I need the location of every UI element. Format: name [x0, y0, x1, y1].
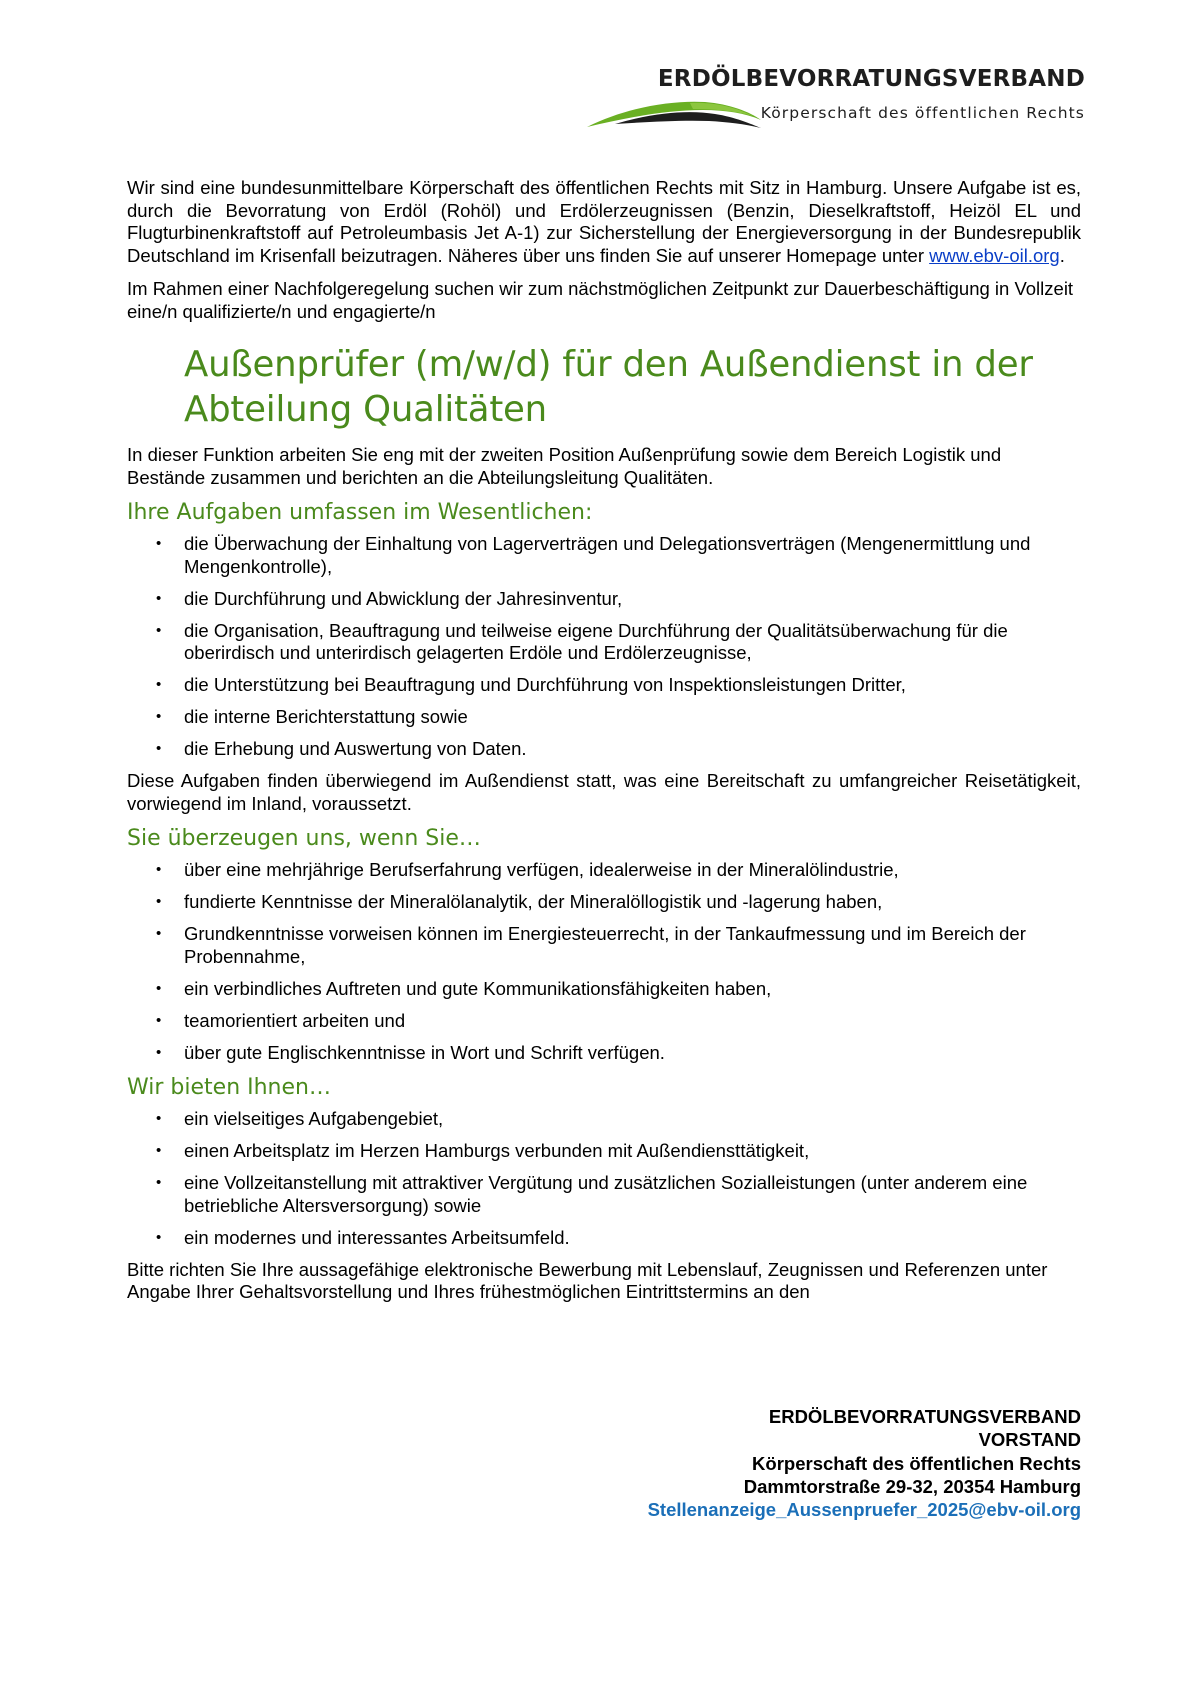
profile-heading: Sie überzeugen uns, wenn Sie…	[127, 826, 481, 851]
signature-type: Körperschaft des öffentlichen Rechts	[752, 1452, 1081, 1474]
signature-block	[648, 1405, 1081, 1521]
bullet-icon: •	[156, 535, 162, 552]
main-content	[127, 177, 1081, 1304]
logo-subtitle: Körperschaft des öffentlichen Rechts	[760, 104, 1085, 122]
application-email-link[interactable]: Stellenanzeige_Aussenpruefer_2025@ebv-oil.org	[647, 1499, 1081, 1521]
list-item: • über eine mehrjährige Berufserfahrung verfügen, idealerweise in der Mineralölindustrie,	[156, 859, 899, 880]
list-item: • die Organisation, Beauftragung und teilweise eigene Durchführung der Qualitätsüberwachung für die oberirdisch und unterirdisch gelagerten Erdöle und Erdölerzeugnisse,	[156, 619, 1008, 663]
list-item: • teamorientiert arbeiten und	[156, 1009, 406, 1031]
tasks-heading: Ihre Aufgaben umfassen im Wesentlichen:	[127, 500, 593, 525]
bullet-icon: •	[156, 589, 162, 607]
list-item: • ein vielseitiges Aufgabengebiet,	[156, 1108, 444, 1129]
list-item: • eine Vollzeitanstellung mit attraktiver Vergütung und zusätzlichen Sozialleistungen (unter anderem eine betriebliche Altersversorgung) sowie	[156, 1172, 1028, 1216]
list-item: • Grundkenntnisse vorweisen können im Energiesteuerrecht, in der Tankaufmessung und im Bereich der Probennahme,	[156, 923, 1026, 967]
list-item: • die Unterstützung bei Beauftragung und Durchführung von Inspektionsleistungen Dritter,	[156, 674, 906, 695]
list-item: • einen Arbeitsplatz im Herzen Hamburgs verbunden mit Außendiensttätigkeit,	[156, 1140, 810, 1161]
offer-heading: Wir bieten Ihnen…	[127, 1075, 331, 1100]
bullet-icon: •	[156, 708, 162, 725]
travel-note: Diese Aufgaben finden überwiegend im Außendienst statt, was eine Bereitschaft zu umfangreicher Reisetätigkeit, vorwiegend im Inland, voraussetzt.	[127, 770, 1081, 814]
offer-list	[127, 1108, 1081, 1249]
list-item: • die Erhebung und Auswertung von Daten.	[156, 738, 527, 759]
logo-org-name: ERDÖLBEVORRATUNGSVERBAND	[657, 66, 1085, 92]
list-item: • ein modernes und interessantes Arbeitsumfeld.	[156, 1226, 570, 1248]
search-paragraph: Im Rahmen einer Nachfolgeregelung suchen wir zum nächstmöglichen Zeitpunkt zur Dauerbeschäftigung in Vollzeit eine/n qualifizierte/n und engagierte/n	[127, 278, 1074, 322]
list-item: • über gute Englischkenntnisse in Wort und Schrift verfügen.	[156, 1041, 665, 1063]
profile-list	[127, 859, 1081, 1064]
bullet-icon: •	[156, 925, 162, 942]
list-item: • ein verbindliches Auftreten und gute Kommunikationsfähigkeiten haben,	[156, 977, 772, 999]
function-paragraph: In dieser Funktion arbeiten Sie eng mit der zweiten Position Außenprüfung sowie dem Bereich Logistik und Bestände zusammen und berichten an die Abteilungsleitung Qualitäten.	[127, 444, 1002, 488]
bullet-icon: •	[156, 1110, 162, 1127]
list-item: • die Überwachung der Einhaltung von Lagerverträgen und Delegationsverträgen (Mengenermittlung und Mengenkontrolle),	[156, 533, 1031, 577]
intro-text: Wir sind eine bundesunmittelbare Körperschaft des öffentlichen Rechts mit Sitz in Hamburg. Unsere Aufgabe ist es, durch die Bevorratung von Erdöl (Rohöl) und Erdölerzeugnissen (Benzin, Dieselkraftstoff, Heizöl EL und Flugturbinenkraftstoff auf Petroleumbasis Jet A-1) zur Sicherstellung der Energieversorgung in der Bundesrepublik Deutschland im Krisenfall beizutragen. Näheres über uns finden Sie auf unserer Homepage unter	[127, 177, 1081, 266]
bullet-icon: •	[156, 1174, 162, 1191]
job-title: Außenprüfer (m/w/d) für den Außendienst in der Abteilung Qualitäten	[184, 344, 1033, 430]
list-item: • die Durchführung und Abwicklung der Jahresinventur,	[156, 587, 623, 609]
signature-dept: VORSTAND	[978, 1429, 1081, 1451]
bullet-icon: •	[156, 979, 162, 997]
ebv-logo	[585, 66, 1085, 136]
list-item: • die interne Berichterstattung sowie	[156, 706, 468, 727]
bullet-icon: •	[156, 676, 162, 693]
bullet-icon: •	[156, 621, 162, 639]
intro-paragraph	[127, 177, 1081, 267]
signature-org: ERDÖLBEVORRATUNGSVERBAND	[768, 1406, 1081, 1427]
tasks-list	[127, 533, 1081, 761]
bullet-icon: •	[156, 1228, 162, 1246]
bullet-icon: •	[156, 861, 162, 878]
application-paragraph: Bitte richten Sie Ihre aussagefähige elektronische Bewerbung mit Lebenslauf, Zeugnissen und Referenzen unter Angabe Ihrer Gehaltsvorstellung und Ihres frühestmöglichen Eintrittstermins an den	[127, 1258, 1048, 1302]
bullet-icon: •	[156, 1043, 162, 1061]
bullet-icon: •	[156, 893, 162, 910]
signature-address: Dammtorstraße 29-32, 20354 Hamburg	[743, 1475, 1081, 1497]
intro-end: .	[1059, 244, 1065, 266]
bullet-icon: •	[156, 740, 162, 757]
homepage-link[interactable]: www.ebv-oil.org	[929, 244, 1060, 266]
logo-swoosh-graphic	[585, 94, 765, 132]
bullet-icon: •	[156, 1142, 162, 1159]
list-item: • fundierte Kenntnisse der Mineralölanalytik, der Mineralöllogistik und -lagerung haben,	[156, 891, 883, 912]
bullet-icon: •	[156, 1011, 162, 1029]
